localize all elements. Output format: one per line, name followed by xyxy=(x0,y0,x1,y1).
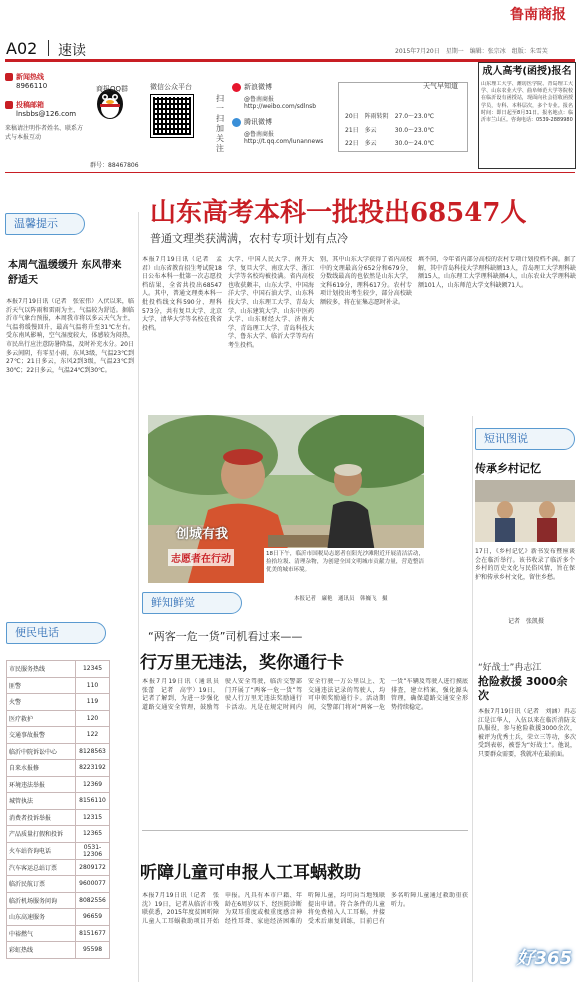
ad-title: 成人高考(函授)报名 xyxy=(482,66,572,77)
advertisement-box xyxy=(478,62,576,169)
phone-name: 汽车客运总站订票 xyxy=(7,859,76,876)
phone-name: 城管执法 xyxy=(7,793,76,810)
phone-row xyxy=(7,809,110,826)
hotline-value: 8966110 xyxy=(16,82,48,90)
phone-row xyxy=(7,859,110,876)
tencent-weibo-row xyxy=(232,117,272,127)
tencent-weibo-url[interactable]: http://t.qq.com/lunannews xyxy=(244,138,324,145)
phone-name: 临沂民航订票 xyxy=(7,876,76,893)
photo-overlay-main: 创城有我 xyxy=(176,527,229,542)
footer-logo xyxy=(488,934,576,974)
weather-temp: 30.0～23.0℃ xyxy=(394,127,435,134)
phone-row xyxy=(7,710,110,727)
sina-weibo-row xyxy=(232,82,272,92)
phone-name: 消费者投诉举报 xyxy=(7,809,76,826)
phone-name: 匪警 xyxy=(7,677,76,694)
section-tag-brief: 短讯图说 xyxy=(475,428,575,450)
phone-name: 市民服务热线 xyxy=(7,661,76,678)
hotline-title: 新闻热线 xyxy=(16,73,44,81)
hero-body: 本报7月19日讯（记者 刘涵）冉志江是江华人，入伍以来在临沂消防支队服役，参与抢险救援3000余次，被评为优秀士兵，荣立三等功，多次受到表彰，被誉为“好战士”。他说，只要群众需要，我就冲在最前面。 xyxy=(478,708,576,758)
brief-body: 17日，《乡村记忆》新书发布暨座谈会在临沂举行。该书收录了临沂多个乡村的历史文化与民俗风情，旨在保护和传承乡村文化，留住乡愁。 xyxy=(475,548,575,581)
ad-text: 山东理工大学、潍坊医学院、青岛理工大学、山东农业大学、曲阜师范大学等院校在临沂设有函授站，现面向社会招收函授学员，专科、本科层次，多个专业。报名时间：即日起至8月31日。报名地点：临沂市兰山区。咨询电话：0539-2889980 xyxy=(481,81,573,124)
phone-number[interactable]: 95598 xyxy=(76,942,110,959)
phone-icon xyxy=(5,73,13,81)
phone-name: 医疗救护 xyxy=(7,710,76,727)
photo-caption: 18日下午，临沂市国税局志愿者在阳光沙滩附近开展清洁活动，捡拾垃圾、清理杂物，为创建全国文明城市贡献力量，营造整洁优美的城市环境。 xyxy=(266,551,424,573)
weather-desc: 多云 xyxy=(364,140,377,147)
phone-number[interactable]: 12345 xyxy=(76,661,110,678)
phone-name: 临沂中院诉讼中心 xyxy=(7,743,76,760)
phone-row xyxy=(7,661,110,678)
phone-row xyxy=(7,727,110,744)
masthead xyxy=(0,0,580,30)
side-news-title: 本周气温缓缓升 东风带来舒适天 xyxy=(8,260,122,286)
main-article-col4: 填不同，今年省内部分高校的农村专项计划投档不满。据了解，其中青岛科技大学理科缺额13人，青岛理工大学理科缺额15人，山东理工大学理科缺额4人，山东农业大学理科缺额101人，山东师范大学文科缺额71人。 xyxy=(418,256,576,289)
phone-number[interactable]: 12315 xyxy=(76,809,110,826)
main-article-col2: 大学、中国人民大学、南开大学、复旦大学、南京大学、浙江大学等名校均被投满。省内高校也收获颇丰，山东大学、中国海洋大学、中国石油大学、山东科技大学、山东理工大学、青岛大学、山东建筑大学、山东中医药大学、山东财经大学、济南大学、青岛理工大学、青岛科技大学、鲁东大学、临沂大学等均有考生投档。 xyxy=(228,256,314,349)
weather-row xyxy=(345,111,434,120)
sina-weibo-handle: @鲁南商报 xyxy=(244,96,275,103)
column-rule xyxy=(472,416,473,982)
tencent-weibo-handle: @鲁南商报 xyxy=(244,131,275,138)
phone-row xyxy=(7,876,110,893)
phone-number[interactable]: 12365 xyxy=(76,826,110,843)
main-article-col1: 本报7月19日讯（记者 孟君）山东省教育招生考试院18日公布本科一批第一次志愿投档结果，全省共投出68547人。其中，普通文理类本科一批投档线文科590分、理科573分，共有复旦大学、北京大学、清华大学等名校在我省投档。 xyxy=(142,256,222,332)
qq-label: 商报QQ群 xyxy=(96,85,129,93)
weather-day: 21日 xyxy=(345,127,359,134)
wechat-label: 微信公众平台 xyxy=(150,83,192,91)
weibo-icon xyxy=(232,83,241,92)
page-number: A02 xyxy=(6,39,38,58)
section-tag-fresh: 鲜知鲜觉 xyxy=(142,592,242,614)
weather-box xyxy=(338,82,468,152)
weather-title: 天气早知道 xyxy=(423,82,458,90)
phone-name: 中裕燃气 xyxy=(7,925,76,942)
wechat-qr-code[interactable] xyxy=(150,94,194,138)
phone-row xyxy=(7,793,110,810)
phone-row xyxy=(7,776,110,793)
phone-row xyxy=(7,760,110,777)
phone-name: 交通事故报警 xyxy=(7,727,76,744)
phone-row xyxy=(7,677,110,694)
phone-table-body xyxy=(7,661,110,959)
main-article-col3: 别，其中山东大学获得了省内高校中的文理最高分652分和679分，分数线最高的也依然是山东大学，文科619分，理科617分。农村专项计划投出考生较少，部分高校缺额较多，将在征集志愿时补录。 xyxy=(320,256,412,306)
phone-number[interactable]: 110 xyxy=(76,677,110,694)
phone-name: 山东高速服务 xyxy=(7,909,76,926)
hero-headline: 抢险救援 3000余次 xyxy=(478,675,568,702)
photo-credit: 本报记者 廉艳 通讯员 韩巍飞 摄 xyxy=(294,596,388,602)
hotline-row xyxy=(5,72,83,82)
column-rule xyxy=(138,212,139,982)
main-headline: 山东高考本科一批投出68547人 xyxy=(150,198,527,228)
phone-number[interactable]: 119 xyxy=(76,694,110,711)
phone-table xyxy=(6,660,110,959)
phone-row xyxy=(7,694,110,711)
photo-caption-box xyxy=(264,548,426,608)
hotline-box xyxy=(5,72,83,142)
cochlear-body: 本报7月19日讯（记者 张沈）19日，记者从临沂市残联获悉，2015年度贫困听障儿童人工耳蜗救助项目开始申报。凡具有本市户籍、年龄在6周岁以下、经医院诊断为双耳重度或极重度感音神经性耳聋、家庭经济困难的听障儿童，均可向当地残联提出申请。符合条件的儿童将免费植入人工耳蜗，并接受术后康复训练，目前已有多名听障儿童通过救助重获听力。 xyxy=(142,892,468,925)
phone-name: 环境违法举报 xyxy=(7,776,76,793)
dateline: 2015年7月20日 星期一 编辑：张宗冰 组版：朱雪芙 xyxy=(395,48,548,55)
weather-temp: 30.0～24.0℃ xyxy=(394,140,435,147)
phone-row xyxy=(7,909,110,926)
phone-number[interactable]: 8128563 xyxy=(76,743,110,760)
side-news-body: 本报7月19日讯（记者 张宏伟）入伏以来，临沂天气以阵雨和雷雨为主，气温较为舒适。据临沂市气象台预报，本周我市将以多云天气为主，气温将缓慢回升，最高气温将升至31℃左右。受东南风影响，空气湿度较大，体感较为闷热，市民出行应注意防暑降温，及时补充水分。20日多云间阴，有零星小雨，东风3级，气温23℃到27℃；21日多云，东风2到3级，气温23℃到30℃；22日多云，气温24℃到30℃。 xyxy=(6,298,134,374)
phone-number[interactable]: 122 xyxy=(76,727,110,744)
phone-name: 临沂机场服务问询 xyxy=(7,892,76,909)
scan-label: 扫一扫加关注 xyxy=(216,94,224,153)
phone-row xyxy=(7,743,110,760)
qq-group-number: 群号：88467806 xyxy=(90,162,139,169)
phone-row xyxy=(7,942,110,959)
weather-desc: 多云 xyxy=(364,127,377,134)
phone-name: 火车站咨询电话 xyxy=(7,842,76,859)
phone-number[interactable]: 8223192 xyxy=(76,760,110,777)
phone-number[interactable]: 8082556 xyxy=(76,892,110,909)
tencent-weibo-label: 腾讯微博 xyxy=(244,118,272,126)
email-row xyxy=(5,100,83,110)
phone-number[interactable]: 0531-12306 xyxy=(76,842,110,859)
mail-icon xyxy=(5,101,13,109)
brief-title: 传承乡村记忆 xyxy=(475,462,541,475)
phone-number[interactable]: 8151677 xyxy=(76,925,110,942)
section-divider xyxy=(142,830,468,831)
section-tag-tips: 温馨提示 xyxy=(5,213,85,235)
sina-weibo-url[interactable]: http://weibo.com/sdlnsb xyxy=(244,103,317,110)
brief-photo xyxy=(475,480,575,542)
fresh-kicker: “两客一危一货”司机看过来—— xyxy=(148,630,303,643)
weather-desc: 阵雨转阴 xyxy=(364,113,389,120)
weather-temp: 27.0～23.0℃ xyxy=(394,113,435,120)
email-note: 来稿请注明作者姓名、联系方式与本报互动 xyxy=(5,125,84,141)
phone-number[interactable]: 8156110 xyxy=(76,793,110,810)
phone-name: 产品质量打假和投诉 xyxy=(7,826,76,843)
phone-row xyxy=(7,925,110,942)
section-tag-phones: 便民电话 xyxy=(6,622,106,644)
phone-name: 彩虹热线 xyxy=(7,942,76,959)
phone-number[interactable]: 120 xyxy=(76,710,110,727)
divider xyxy=(48,40,49,56)
phone-number[interactable]: 9600077 xyxy=(76,876,110,893)
header-divider xyxy=(5,172,575,173)
phone-number[interactable]: 2809172 xyxy=(76,859,110,876)
brief-credit: 记者 张凯摄 xyxy=(508,618,545,625)
fresh-body: 本报7月19日讯（通讯员 张蕾 记者 高宇）19日，记者了解到，为进一步强化道路交通安全管理，鼓励驾驶人安全驾驶，临沂交警部门开展了“两客一危一货”驾驶人行万里无违法奖励通行卡活动。凡是在规定时间内安全行驶一万公里以上、无交通违法记录的驾驶人，均可申领奖励通行卡。活动期间，交警部门将对“两客一危一货”车辆及驾驶人进行摸底排查，建立档案，强化源头管理，确保道路交通安全形势持续稳定。 xyxy=(142,678,468,711)
newspaper-logo: 鲁南商报 xyxy=(510,7,566,23)
weather-day: 20日 xyxy=(345,113,359,120)
phone-number[interactable]: 12369 xyxy=(76,776,110,793)
tencent-weibo-icon xyxy=(232,118,241,127)
hero-kicker: “好战士”冉志江 xyxy=(478,663,542,673)
main-subheadline: 普通文理类获满满，农村专项计划有点冷 xyxy=(150,232,348,245)
phone-row xyxy=(7,826,110,843)
weather-day: 22日 xyxy=(345,140,359,147)
cochlear-headline: 听障儿童可申报人工耳蜗救助 xyxy=(140,863,361,883)
phone-name: 火警 xyxy=(7,694,76,711)
footer-logo-text: 好365 xyxy=(516,948,572,969)
phone-number[interactable]: 96659 xyxy=(76,909,110,926)
phone-row xyxy=(7,892,110,909)
weather-row xyxy=(345,138,434,147)
email-value[interactable]: lnsbbs@126.com xyxy=(16,110,77,118)
phone-name: 自来水报修 xyxy=(7,760,76,777)
weather-row xyxy=(345,125,434,134)
page-section-name: 速读 xyxy=(58,43,86,59)
fresh-headline: 行万里无违法，奖你通行卡 xyxy=(140,653,344,673)
sina-weibo-label: 新浪微博 xyxy=(244,83,272,91)
email-title: 投稿邮箱 xyxy=(16,101,44,109)
photo-overlay-sub: 志愿者在行动 xyxy=(168,549,234,566)
phone-row xyxy=(7,842,110,859)
